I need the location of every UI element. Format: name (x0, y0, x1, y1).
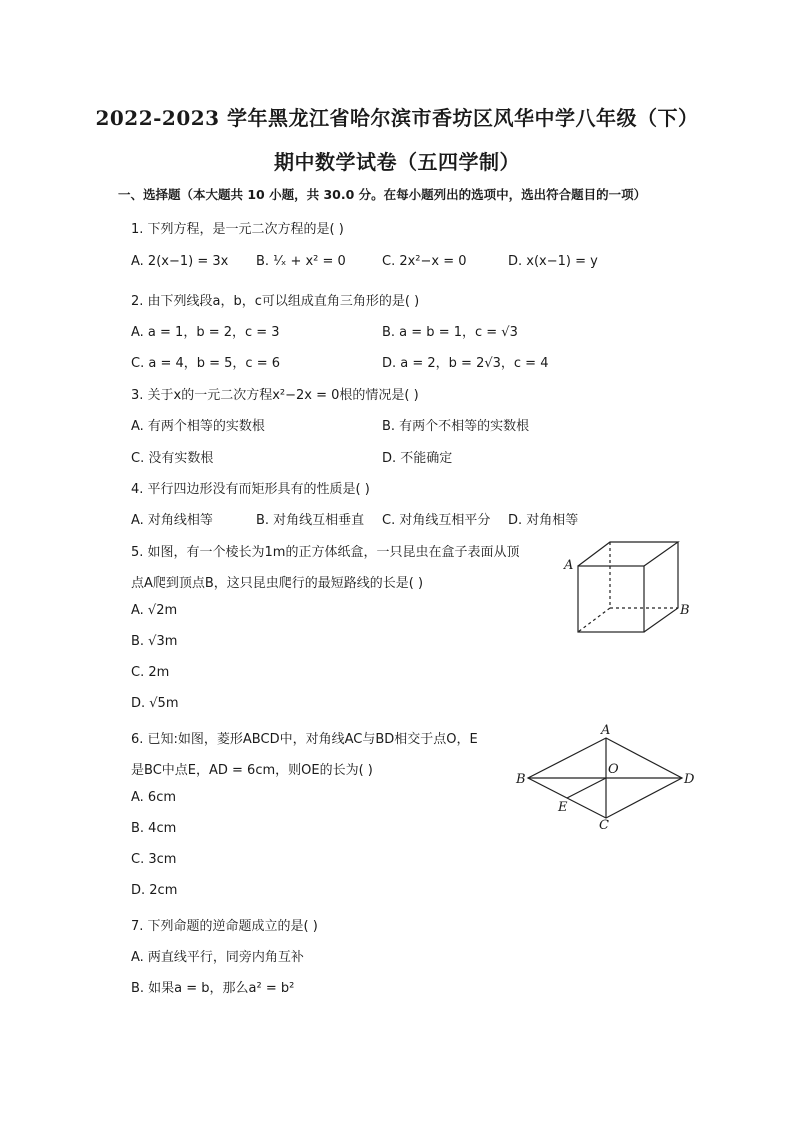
question-7-option-b: B. 如果a = b，那么a² = b² (131, 981, 295, 996)
cube-label-b: B (680, 603, 690, 618)
question-3-option-c: C. 没有实数根 (131, 451, 214, 466)
page-title-line2: 期中数学试卷（五四学制） (274, 150, 520, 174)
question-4-stem: 4. 平行四边形没有而矩形具有的性质是( ) (131, 482, 370, 497)
cube-figure (560, 538, 700, 638)
question-2-option-a: A. a = 1，b = 2，c = 3 (131, 325, 280, 340)
question-1-option-d: D. x(x−1) = y (508, 254, 598, 269)
rhombus-label-e: E (558, 800, 568, 815)
question-4-option-b: B. 对角线互相垂直 (256, 513, 365, 528)
cube-top-face (578, 542, 678, 566)
rhombus-label-d: D (684, 772, 695, 787)
question-5-option-b: B. √3m (131, 634, 178, 649)
rhombus-label-c: C (599, 818, 609, 832)
question-3-option-b: B. 有两个不相等的实数根 (382, 419, 530, 434)
segment-oe (567, 778, 606, 798)
question-6-option-a: A. 6cm (131, 790, 177, 805)
page-title-line1: 2022-2023 学年黑龙江省哈尔滨市香坊区风华中学八年级（下） (95, 106, 699, 130)
question-6-option-c: C. 3cm (131, 852, 177, 867)
question-5-option-d: D. √5m (131, 696, 179, 711)
question-1-option-a: A. 2(x−1) = 3x (131, 254, 229, 269)
question-7-option-a: A. 两直线平行，同旁内角互补 (131, 950, 304, 965)
question-3-stem: 3. 关于x的一元二次方程x²−2x = 0根的情况是( ) (131, 388, 419, 403)
question-5-option-a: A. √2m (131, 603, 178, 618)
question-5-stem-line1: 5. 如图，有一个棱长为1m的正方体纸盒，一只昆虫在盒子表面从顶 (131, 545, 520, 560)
rhombus-label-b: B (516, 772, 526, 787)
question-3-option-a: A. 有两个相等的实数根 (131, 419, 265, 434)
question-1-stem: 1. 下列方程，是一元二次方程的是( ) (131, 222, 344, 237)
rhombus-figure (510, 722, 700, 832)
question-7-stem: 7. 下列命题的逆命题成立的是( ) (131, 919, 318, 934)
question-4-option-d: D. 对角相等 (508, 513, 579, 528)
question-2-option-b: B. a = b = 1，c = √3 (382, 325, 518, 340)
question-3-option-d: D. 不能确定 (382, 451, 453, 466)
question-1-option-b: B. ¹⁄ₓ + x² = 0 (256, 254, 346, 269)
question-5-option-c: C. 2m (131, 665, 170, 680)
question-6-option-b: B. 4cm (131, 821, 177, 836)
rhombus-label-a: A (601, 723, 611, 738)
question-1-option-c: C. 2x²−x = 0 (382, 254, 467, 269)
question-4-option-a: A. 对角线相等 (131, 513, 213, 528)
question-6-stem-line2: 是BC中点E，AD = 6cm，则OE的长为( ) (131, 763, 373, 778)
question-6-stem-line1: 6. 已知:如图，菱形ABCD中，对角线AC与BD相交于点O，E (131, 732, 478, 747)
question-2-option-c: C. a = 4，b = 5，c = 6 (131, 356, 280, 371)
question-2-option-d: D. a = 2，b = 2√3，c = 4 (382, 356, 549, 371)
rhombus-label-o: O (608, 762, 619, 777)
question-4-option-c: C. 对角线互相平分 (382, 513, 491, 528)
cube-label-a: A (564, 558, 574, 573)
question-6-option-d: D. 2cm (131, 883, 178, 898)
section-header-choice: 一、选择题（本大题共 10 小题，共 30.0 分。在每小题列出的选项中，选出符合题目的一项） (118, 187, 647, 202)
cube-right-face (644, 542, 678, 632)
question-2-stem: 2. 由下列线段a，b，c可以组成直角三角形的是( ) (131, 294, 420, 309)
cube-front-face (578, 566, 644, 632)
question-5-stem-line2: 点A爬到顶点B，这只昆虫爬行的最短路线的长是( ) (131, 576, 424, 591)
